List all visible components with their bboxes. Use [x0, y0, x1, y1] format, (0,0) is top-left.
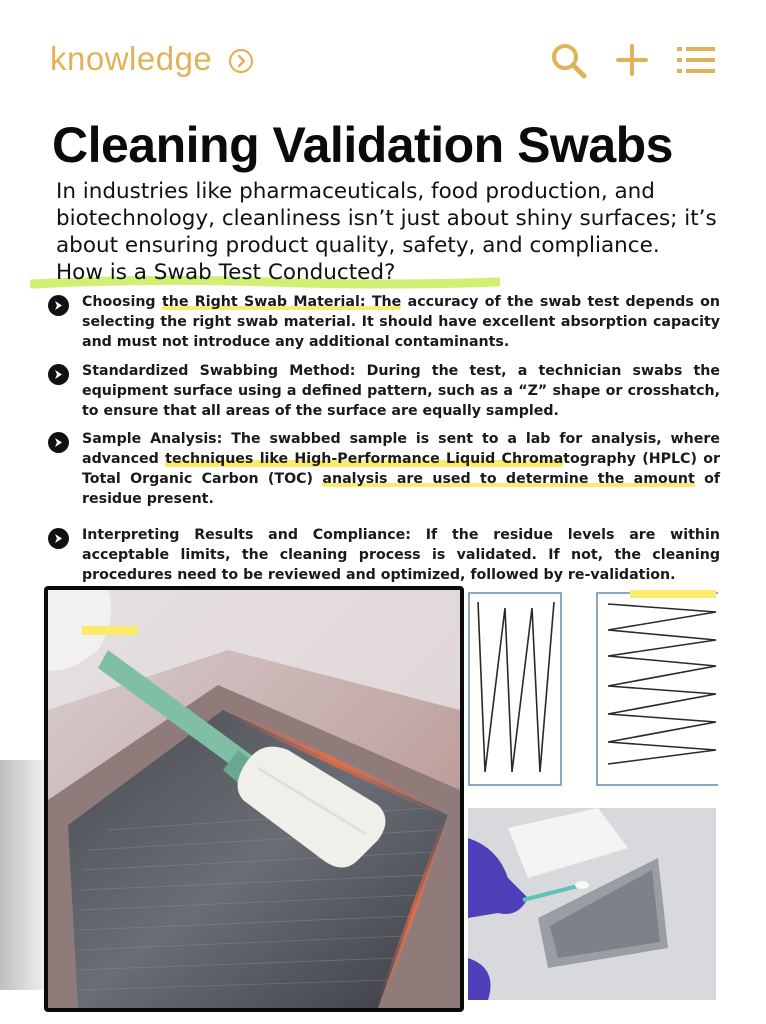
- crosshatch-pattern-diagram: [596, 592, 718, 786]
- step-item: [48, 429, 720, 509]
- step-item: [48, 525, 720, 585]
- search-icon[interactable]: [548, 40, 588, 80]
- swab-photo-illustration: [48, 590, 460, 1008]
- menu-list-icon[interactable]: [676, 40, 716, 80]
- step-text: Interpreting Results and Compliance: If the residue levels are within acceptable limits, the cleaning process is validated. If not, the cleaning procedures need to be reviewed and optimized, followed by re-validation.: [82, 527, 720, 583]
- step-text: Choosing: [82, 294, 162, 310]
- step-text: Sample Analysis: The swabbed sample is sent to a lab for analysis, where advanced: [82, 431, 720, 467]
- step-highlight: techniques like High-Performance Liquid Chroma: [165, 451, 564, 467]
- step-text: accuracy of the swab test depends on selecting the right swab material. It should have excellent absorption capacity and must not introduce any additional contaminants.: [82, 294, 720, 350]
- step-highlight: the Right Swab Material: The: [161, 294, 402, 310]
- step-text: tography (HPLC) or Total Organic Carbon (TOC): [82, 451, 720, 487]
- highlight-marker: [82, 626, 138, 635]
- circle-arrow-right-icon[interactable]: [228, 48, 254, 74]
- step-item: [48, 292, 720, 352]
- chevron-right-icon: [48, 432, 69, 453]
- chevron-right-icon: [48, 295, 69, 316]
- step-text: Standardized Swabbing Method: During the test, a technician swabs the equipment surface using a defined pattern, such as a “Z” shape or crosshatch, to ensure that all areas of the surface are equally sampled.: [82, 363, 720, 419]
- swab-photo: [44, 586, 464, 1012]
- step-text: of residue present.: [82, 471, 720, 507]
- brand-label[interactable]: knowledge: [50, 40, 213, 77]
- intro-paragraph: In industries like pharmaceuticals, food production, and biotechnology, cleanliness isn’t just about shiny surfaces; it’s about ensuring product quality, safety, and compliance.: [56, 179, 717, 258]
- plus-icon[interactable]: [612, 40, 652, 80]
- horizontal-zigzag-icon: [598, 594, 718, 784]
- steps-list: [48, 292, 720, 585]
- page-title: Cleaning Validation Swabs: [52, 117, 673, 173]
- highlight-marker: [630, 590, 716, 598]
- step-item: [48, 361, 720, 421]
- gloved-hand-photo: [468, 808, 716, 1000]
- header-bar: [0, 0, 766, 110]
- step-highlight: analysis are used to determine the amount: [322, 471, 695, 487]
- z-pattern-diagram: [468, 592, 562, 786]
- section-subheading: How is a Swab Test Conducted?: [56, 260, 396, 285]
- gloved-hand-illustration: [468, 808, 716, 1000]
- chevron-right-icon: [48, 364, 69, 385]
- chevron-right-icon: [48, 528, 69, 549]
- z-pattern-icon: [470, 594, 560, 784]
